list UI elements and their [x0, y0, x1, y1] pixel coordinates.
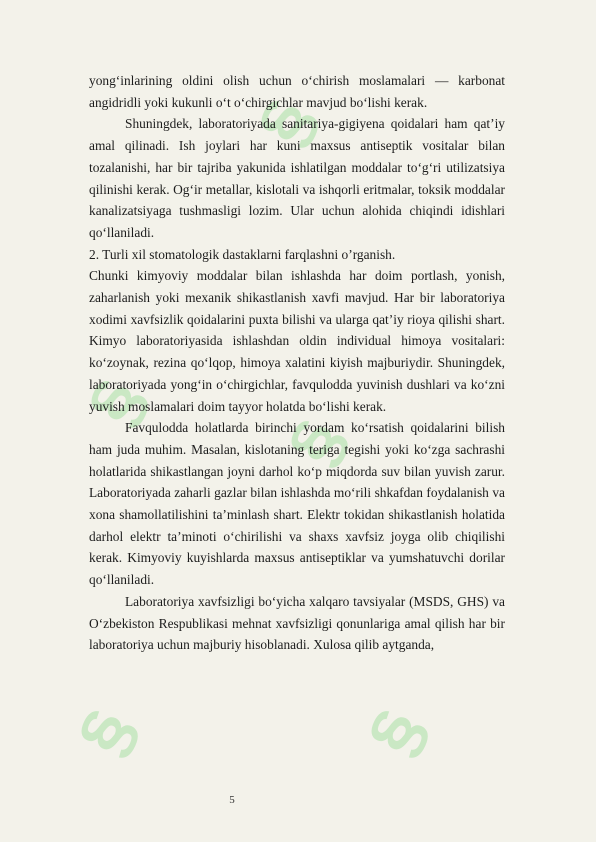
section-heading: 2. Turli xil stomatologik dastaklarni farqlashni o’rganish. [89, 246, 396, 262]
watermark-mark: § [62, 698, 151, 767]
watermark-mark: § [72, 368, 161, 437]
paragraph-3: Chunki kimyoviy moddalar bilan ishlashda har doim portlash, yonish, zaharlanish yoki mexanik shikastlanish xavfi mavjud. Har bir laboratoriya xodimi xavfsizlik qoidalarini puxta bilishi va ularga qat’iy rioya qilishi shart. Kimyo laboratoriyasida ishlashdan oldin individual himoya vositalari: ko‘zoynak, rezina qo‘lqop, himoya xalatini kiyish majburiydir. Shuningdek, laboratoriyada yong‘in o‘chirgichlar, favqulodda yuvinish dushlari va ko‘zni yuvish moslamalari doim tayyor holatda bo‘lishi kerak. [89, 268, 505, 414]
watermark-mark: § [272, 408, 361, 477]
page-number: 5 [229, 794, 235, 806]
body-text [89, 70, 505, 656]
paragraph-1: yong‘inlarining oldini olish uchun o‘chirish moslamalari — karbonat angidridli yoki kukunli o‘t o‘chirgichlar mavjud bo‘lishi kerak. [89, 73, 505, 110]
paragraph-4: Favqulodda holatlarda birinchi yordam ko‘rsatish qoidalarini bilish ham juda muhim. Masalan, kislotaning teriga tegishi yoki ko‘zga sachrashi holatlarida shikastlangan joyni darhol ko‘p miqdorda suv bilan yuvish zarur. Laboratoriyada zaharli gazlar bilan ishlashda mo‘rili shkafdan foydalanish va xona shamollatilishini ta’minlash shart. Elektr tokidan shikastlanish holatida darhol elektr ta’minoti o‘chirilishi va shaxs xavfsiz joyga olib chiqilishi kerak. Kimyoviy kuyishlarda maxsus antiseptiklar va yumshatuvchi dorilar qo‘llaniladi. [89, 420, 505, 588]
watermark-mark: § [242, 88, 331, 157]
paragraph-5: Laboratoriya xavfsizligi bo‘yicha xalqaro tavsiyalar (MSDS, GHS) va O‘zbekiston Respublikasi mehnat xavfsizligi qonunlariga amal qilish har bir laboratoriya uchun majburiy hisoblanadi. Xulosa qilib aytganda, [89, 593, 505, 653]
paragraph-2: Shuningdek, laboratoriyada sanitariya-gigiyena qoidalari ham qat’iy amal qilinadi. Ish joylari har kuni maxsus antiseptik vositalar bilan tozalanishi, har bir tajriba yakunida ishlatilgan moddalar to‘g‘ri utilizatsiya qilinishi kerak. Og‘ir metallar, kislotali va ishqorli eritmalar, toksik moddalar kanalizatsiyaga tushmasligi lozim. Ular uchun alohida chiqindi idishlari qo‘llaniladi. [89, 116, 505, 240]
watermark-mark: § [352, 698, 441, 767]
